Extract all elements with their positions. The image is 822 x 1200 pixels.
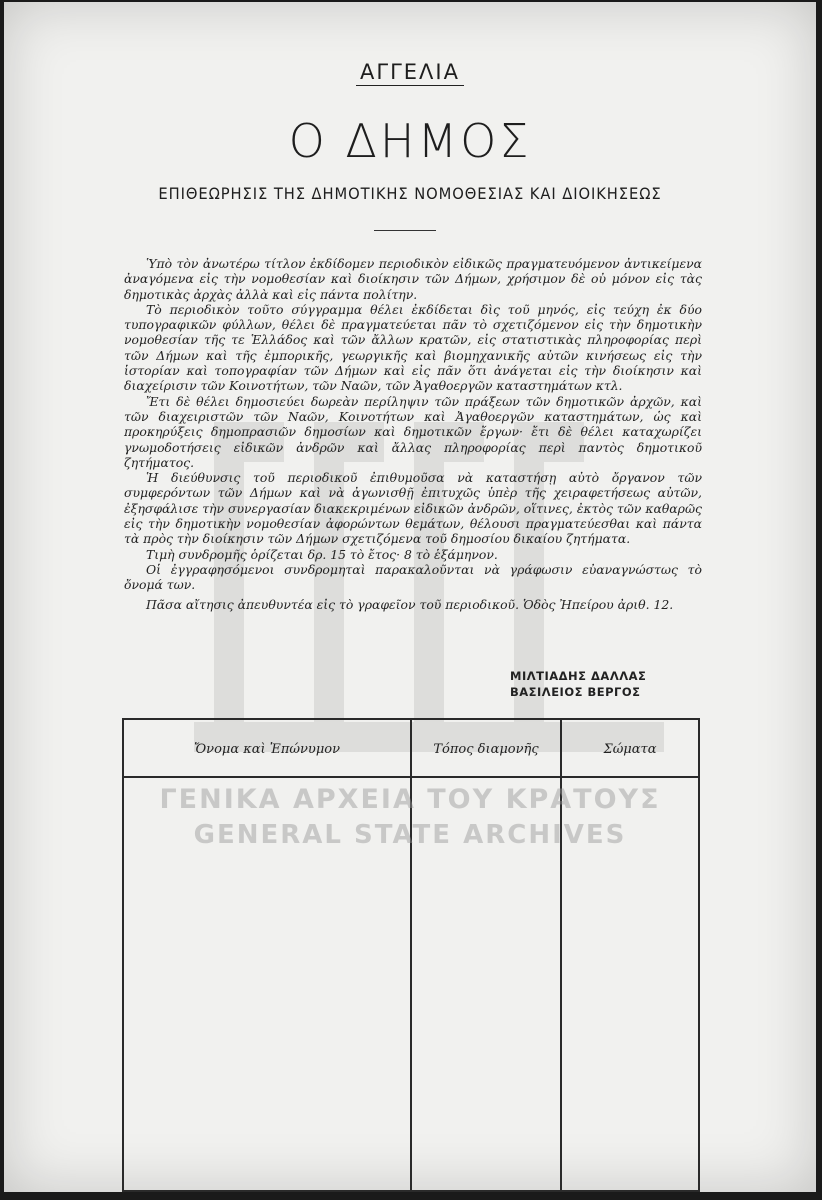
column-header-copies: Σώματα: [603, 742, 657, 757]
address-line: Πᾶσα αἴτησις ἀπευθυντέα εἰς τὸ γραφεῖον τοῦ περιοδικοῦ. Ὁδὸς Ἠπείρου ἀριθ. 12.: [146, 596, 674, 612]
divider-rule: [374, 230, 436, 231]
paragraph: Ἔτι δὲ θέλει δημοσιεύει δωρεὰν περίληψιν τῶν πράξεων τῶν δημοτικῶν ἀρχῶν, καὶ τῶν διαχειριστῶν τῶν Ναῶν, Κοινοτήτων καὶ Ἀγαθοεργῶν καταστημάτων, ὡς καὶ προκηρύξεις δημοπρασιῶν δημοσίων καὶ δημοτικῶν ἔργων· ἔτι δὲ θέλει καταχωρίζει γνωμοδοτήσεις εἰδικῶν ἀνδρῶν καὶ ἄλλας πληροφορίας περὶ παντὸς δημοτικοῦ ζητήματος.: [124, 393, 702, 470]
document-sheet: [4, 2, 816, 1192]
paragraph: Τὸ περιοδικὸν τοῦτο σύγγραμμα θέλει ἐκδίδεται δὶς τοῦ μηνός, εἰς τεύχη ἐκ δύο τυπογραφικῶν φύλλων, θέλει δὲ πραγματεύεται πᾶν τὸ σχετιζόμενον εἰς τὴν δημοτικὴν νομοθεσίαν τῆς τε Ἑλλάδος καὶ τῶν ἄλλων κρατῶν, εἰς στατιστικὰς πληροφορίας περὶ τῶν Δήμων καὶ τῆς ἐμπορικῆς, γεωργικῆς καὶ βιομηχανικῆς αὐτῶν κινήσεως εἰς τὴν ἱστορίαν καὶ τοπογραφίαν τῶν Δήμων καὶ εἰς πᾶν ὅτι ἀνάγεται εἰς τὴν διοίκησιν καὶ διαχείρισιν τῶν Κοινοτήτων, τῶν Ναῶν, τῶν Ἀγαθοεργῶν καταστημάτων κτλ.: [124, 301, 702, 394]
column-header-name: Ὄνομα καὶ Ἐπώνυμον: [193, 742, 341, 757]
paragraph: Οἱ ἐγγραφησόμενοι συνδρομηταὶ παρακαλοῦνται νὰ γράφωσιν εὐαναγνώστως τὸ ὄνομά των.: [124, 561, 702, 593]
archive-watermark-greek: ΓΕΝΙΚΑ ΑΡΧΕΙΑ ΤΟΥ ΚΡΑΤΟΥΣ: [159, 784, 661, 815]
signature-name: ΜΙΛΤΙΑΔΗΣ ΔΑΛΛΑΣ: [510, 669, 647, 683]
document-subtitle: ΕΠΙΘΕΩΡΗΣΙΣ ΤΗΣ ΔΗΜΟΤΙΚΗΣ ΝΟΜΟΘΕΣΙΑΣ ΚΑΙ ΔΙΟΙΚΗΣΕΩΣ: [158, 184, 662, 203]
archive-watermark-english: GENERAL STATE ARCHIVES: [193, 820, 627, 850]
paragraph: Τιμὴ συνδρομῆς ὁρίζεται δρ. 15 τὸ ἔτος· 8 τὸ ἑξάμηνον.: [146, 546, 498, 562]
signatures: [510, 668, 646, 700]
paragraph: Ὑπὸ τὸν ἀνωτέρω τίτλον ἐκδίδομεν περιοδικὸν εἰδικῶς πραγματευόμενον ἀντικείμενα ἀναγόμενα εἰς τὴν νομοθεσίαν καὶ διοίκησιν τῶν Δήμων, χρήσιμον δὲ οὐ μόνον εἰς τὰς δημοτικὰς ἀρχὰς ἀλλὰ καὶ εἰς πάντα πολίτην.: [124, 256, 702, 302]
notice-label: ΑΓΓΕΛΙΑ: [4, 60, 816, 86]
paragraph: Ἡ διεύθυνσις τοῦ περιοδικοῦ ἐπιθυμοῦσα νὰ καταστήσῃ αὐτὸ ὄργανον τῶν συμφερόντων τῶν Δήμων καὶ νὰ ἀγωνισθῇ ἐπιτυχῶς ὑπὲρ τῆς χειραφετήσεως αὐτῶν, ἐξησφάλισε τὴν συνεργασίαν διακεκριμένων εἰδικῶν ἀνδρῶν, οἵτινες, ἐκτὸς τῶν καθαρῶς εἰς τὴν δημοτικὴν νομοθεσίαν ἀφορώντων θεμάτων, θέλουσι πραγματεύεσθαι καὶ πάντα τὰ πρὸς τὴν διοίκησιν τῶν Δήμων σχετιζόμενα τοῦ δημοσίου δικαίου ζητήματα.: [124, 470, 702, 547]
signature-name: ΒΑΣΙΛΕΙΟΣ ΒΕΡΓΟΣ: [510, 685, 641, 699]
document-title: Ο ΔΗΜΟΣ: [288, 114, 532, 168]
announcement-body: [124, 256, 702, 612]
column-header-residence: Τόπος διαμονῆς: [433, 742, 539, 757]
